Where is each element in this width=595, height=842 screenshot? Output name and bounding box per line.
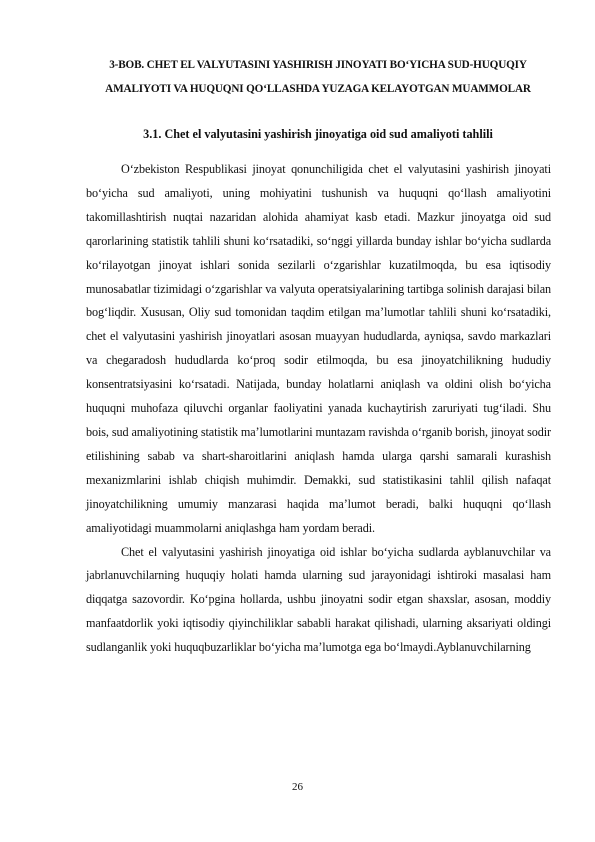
paragraph: O‘zbekiston Respublikasi jinoyat qonunchiligida chet el valyutasini yashirish jinoyati bo‘yicha sud amaliyoti, uning mohiyatini tushunish va huquqni qo‘llash amaliyotini takomillashtirish nuqtai nazaridan alohida ahamiyat kasb etadi. Mazkur jinoyatga oid sud qarorlarining statistik tahlili shuni ko‘rsatadiki, so‘nggi yillarda bunday ishlar bo‘yicha sudlarda ko‘rilayotgan jinoyat ishlari sonida sezilarli o‘zgarishlar kuzatilmoqda, bu esa iqtisodiy munosabatlar tizimidagi o‘zgarishlar va valyuta operatsiyalarining tartibga solinish darajasi bilan bog‘liqdir. Xususan, Oliy sud tomonidan taqdim etilgan ma’lumotlar tahlili shuni ko‘rsatadiki, chet el valyutasini yashirish jinoyatlari asosan muayyan hududlarda, ayniqsa, savdo markazlari va chegaradosh hududlarda ko‘proq sodir etilmoqda, bu esa jinoyatchilikning hududiy konsentratsiyasini ko‘rsatadi. Natijada, bunday holatlarni aniqlash va oldini olish bo‘yicha huquqni muhofaza qiluvchi organlar faoliyatini yanada kuchaytirish zaruriyati tug‘iladi. Shu bois, sud amaliyotining statistik ma’lumotlarini muntazam ravishda o‘rganib borish, jinoyat sodir etilishining sabab va shart-sharoitlarini aniqlash hamda ularga qarshi samarali kurashish mexanizmlarini ishlab chiqish muhimdir. Demakki, sud statistikasini tahlil qilish nafaqat jinoyatchilikning umumiy manzarasi haqida ma’lumot beradi, balki huquqni qo‘llash amaliyotidagi muammolarni aniqlashga ham yordam beradi. xyxy=(86,162,551,535)
paragraph: Chet el valyutasini yashirish jinoyatiga oid ishlar bo‘yicha sudlarda ayblanuvchilar va jabrlanuvchilarning huquqiy holati hamda ularning sud jarayonidagi ishtiroki masalasi ham diqqatga sazovordir. Ko‘pgina hollarda, ushbu jinoyatni sodir etgan shaxslar, asosan, moddiy manfaatdorlik yoki iqtisodiy qiyinchiliklar sababli harakat qilishadi, ularning aksariyati oldingi sudlanganlik yoki huquqbuzarliklar bo‘yicha ma’lumotga ega bo‘lmaydi.Ayblanuvchilarning xyxy=(86,544,551,655)
section-title: 3.1. Chet el valyutasini yashirish jinoyatiga oid sud amaliyoti tahlili xyxy=(143,127,493,141)
chapter-title: 3-BOB. CHET EL VALYUTASINI YASHIRISH JINOYATI BO‘YICHA SUD-HUQUQIY AMALIYOTI VA HUQUQNI QO‘LLASHDA YUZAGA KELAYOTGAN MUAMMOLAR xyxy=(105,59,531,95)
page-number: 26 xyxy=(292,781,303,793)
body-text xyxy=(86,158,551,660)
